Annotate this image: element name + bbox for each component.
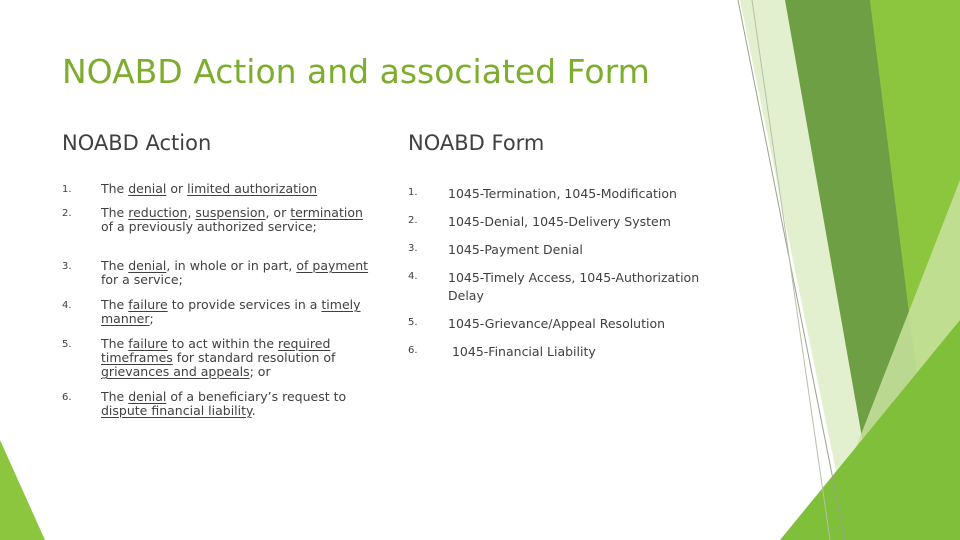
action-item <box>101 206 376 234</box>
underlined-term: denial <box>128 389 167 404</box>
underlined-term: reduction <box>128 205 188 220</box>
underlined-term: timely manner <box>101 297 361 326</box>
action-text: , <box>187 205 196 220</box>
action-item <box>101 390 376 418</box>
left-column-heading: NOABD Action <box>62 131 212 155</box>
action-text: ; or <box>249 364 271 379</box>
underlined-term: denial <box>128 258 167 273</box>
action-item-number: 2. <box>62 208 72 219</box>
form-item-number: 4. <box>408 271 418 282</box>
action-item <box>101 182 376 196</box>
right-column-heading: NOABD Form <box>408 131 545 155</box>
action-text: for a service; <box>101 272 183 287</box>
action-text: The <box>101 297 129 312</box>
underlined-term: dispute financial liability <box>101 403 252 418</box>
action-item-number: 5. <box>62 339 72 350</box>
action-text: to provide services in a <box>167 297 322 312</box>
action-text: The <box>101 181 129 196</box>
action-item-number: 4. <box>62 300 72 311</box>
action-text: The <box>101 389 129 404</box>
action-text: The <box>101 258 129 273</box>
action-text: or <box>166 181 188 196</box>
action-text: of a beneficiary’s request to <box>166 389 347 404</box>
action-text: ; <box>149 311 154 326</box>
form-item: 1045-Denial, 1045-Delivery System <box>448 214 671 229</box>
action-item <box>101 298 376 326</box>
underlined-term: termination <box>290 205 363 220</box>
underlined-term: of payment <box>296 258 369 273</box>
form-item: 1045-Grievance/Appeal Resolution <box>448 316 666 331</box>
form-item-number: 3. <box>408 243 418 254</box>
form-item: 1045-Timely Access, 1045-Authorization Delay <box>448 270 704 303</box>
action-item-number: 6. <box>62 392 72 403</box>
action-text: The <box>101 205 129 220</box>
action-item-number: 3. <box>62 261 72 272</box>
underlined-term: required timeframes <box>101 336 331 365</box>
underlined-term: grievances and appeals <box>101 364 250 379</box>
action-item <box>101 259 376 287</box>
underlined-term: suspension <box>195 205 266 220</box>
action-text: , in whole or in part, <box>166 258 297 273</box>
underlined-term: failure <box>128 336 168 351</box>
action-text: . <box>251 403 256 418</box>
deco-left-triangle <box>0 440 45 540</box>
underlined-term: denial <box>128 181 167 196</box>
form-item-number: 1. <box>408 187 418 198</box>
slide-title: NOABD Action and associated Form <box>62 52 650 91</box>
action-text: to act within the <box>167 336 278 351</box>
action-item-number: 1. <box>62 184 72 195</box>
form-item-number: 2. <box>408 215 418 226</box>
form-item: 1045-Financial Liability <box>448 344 596 359</box>
underlined-term: failure <box>128 297 168 312</box>
form-item: 1045-Termination, 1045-Modification <box>448 186 677 201</box>
underlined-term: limited authorization <box>187 181 318 196</box>
action-item <box>101 337 376 379</box>
action-text: The <box>101 336 129 351</box>
action-text: of a previously authorized service; <box>101 219 317 234</box>
form-item-number: 5. <box>408 317 418 328</box>
form-item: 1045-Payment Denial <box>448 242 583 257</box>
form-item-number: 6. <box>408 345 418 356</box>
action-text: , or <box>265 205 291 220</box>
action-text: for standard resolution of <box>172 350 336 365</box>
